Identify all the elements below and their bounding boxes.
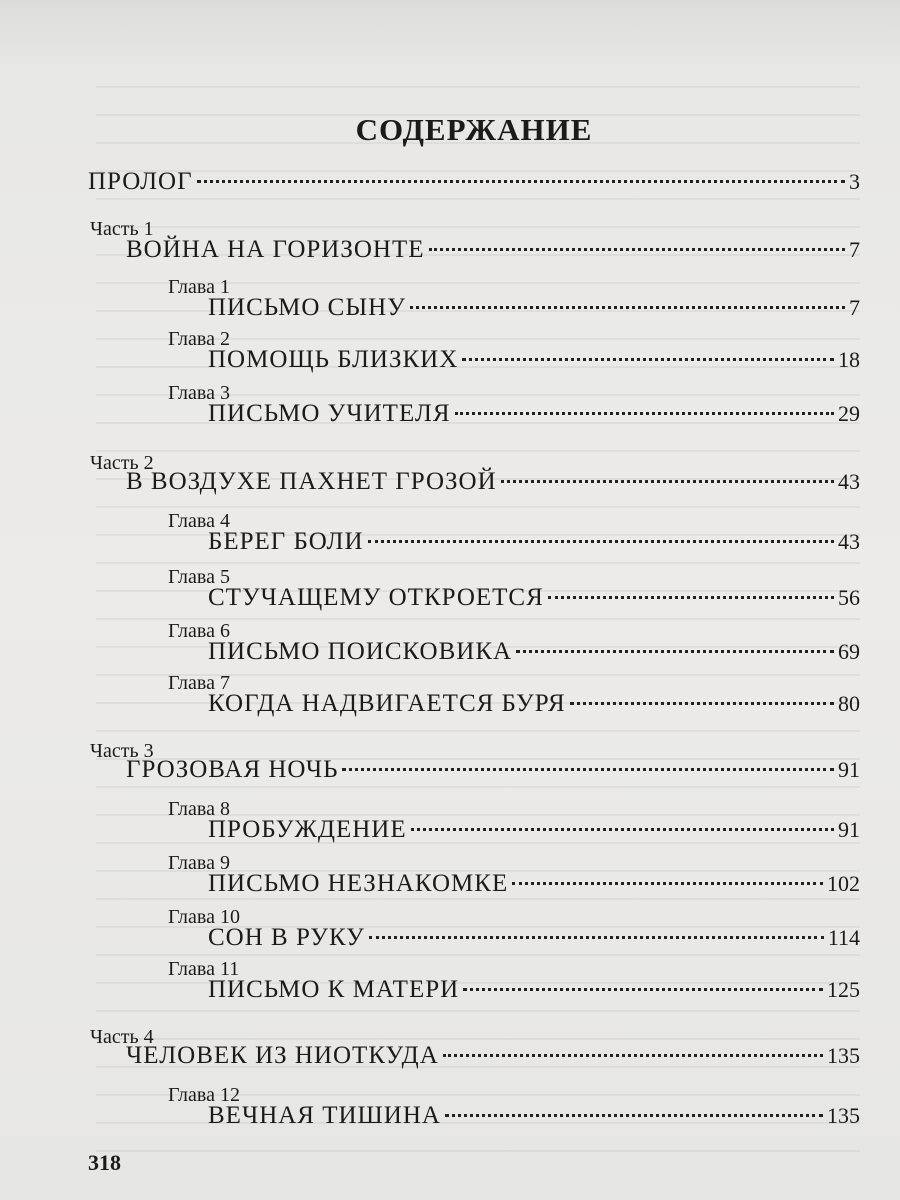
dot-leader [463, 988, 823, 991]
chapter-label: Глава 7 [168, 672, 230, 694]
dot-leader [197, 180, 845, 183]
toc-entry [88, 816, 860, 852]
toc-title: ПИСЬМО УЧИТЕЛЯ [208, 400, 451, 427]
toc-page: 114 [827, 925, 860, 950]
dot-leader [411, 828, 834, 831]
toc-entry [88, 690, 860, 726]
toc-title: ПРОЛОГ [88, 168, 193, 195]
toc-entry [88, 976, 860, 1012]
chapter-label: Глава 10 [168, 906, 240, 928]
toc-title: ПИСЬМО НЕЗНАКОМКЕ [208, 870, 509, 897]
dot-leader [570, 702, 834, 705]
part-label: Часть 3 [90, 740, 154, 762]
toc-title: ПОМОЩЬ БЛИЗКИХ [208, 346, 459, 373]
toc-title: КОГДА НАДВИГАЕТСЯ БУРЯ [208, 690, 566, 717]
toc-page: 91 [838, 757, 860, 782]
toc-page: 7 [849, 237, 860, 262]
toc-page: 18 [838, 347, 860, 372]
toc-page: 69 [838, 639, 860, 664]
dot-leader [368, 540, 834, 543]
toc-entry [88, 756, 860, 792]
toc-title: ПИСЬМО К МАТЕРИ [208, 976, 460, 1003]
dot-leader [369, 936, 824, 939]
toc-page: 43 [838, 469, 860, 494]
toc-title: ВОЙНА НА ГОРИЗОНТЕ [126, 236, 425, 263]
chapter-label: Глава 1 [168, 276, 230, 298]
toc-title: ВЕЧНАЯ ТИШИНА [208, 1102, 441, 1129]
toc-entry [88, 294, 860, 330]
chapter-label: Глава 8 [168, 798, 230, 820]
part-label: Часть 4 [90, 1026, 154, 1048]
toc-page: 80 [838, 691, 860, 716]
toc-title: В ВОЗДУХЕ ПАХНЕТ ГРОЗОЙ [126, 468, 497, 495]
toc-entry [88, 638, 860, 674]
toc-page: 7 [849, 295, 860, 320]
dot-leader [512, 882, 823, 885]
chapter-label: Глава 5 [168, 566, 230, 588]
toc-page: 102 [827, 871, 860, 896]
toc-title: СОН В РУКУ [208, 924, 365, 951]
dot-leader [516, 650, 834, 653]
chapter-label: Глава 11 [168, 958, 240, 980]
dot-leader [429, 248, 845, 251]
toc-page: 56 [838, 585, 860, 610]
toc-page: 135 [827, 1103, 860, 1128]
dot-leader [501, 480, 834, 483]
toc-page: 3 [849, 169, 860, 194]
part-label: Часть 1 [90, 218, 154, 240]
toc-title: БЕРЕГ БОЛИ [208, 528, 364, 555]
chapter-label: Глава 2 [168, 328, 230, 350]
toc-title: ПИСЬМО ПОИСКОВИКА [208, 638, 513, 665]
chapter-label: Глава 12 [168, 1084, 240, 1106]
toc-page: 29 [838, 401, 860, 426]
toc-title: ПИСЬМО СЫНУ [208, 294, 406, 321]
toc-title: ПРОБУЖДЕНИЕ [208, 816, 407, 843]
chapter-label: Глава 9 [168, 852, 230, 874]
chapter-label: Глава 3 [168, 382, 230, 404]
toc-page: 43 [838, 529, 860, 554]
dot-leader [342, 768, 834, 771]
toc-title: СТУЧАЩЕМУ ОТКРОЕТСЯ [208, 584, 544, 611]
toc-entry [88, 1042, 860, 1078]
toc-page: 135 [827, 1043, 860, 1068]
chapter-label: Глава 6 [168, 620, 230, 642]
toc-entry [88, 584, 860, 620]
page-title: СОДЕРЖАНИЕ [355, 112, 593, 147]
toc-entry [88, 1102, 860, 1138]
toc-title: ЧЕЛОВЕК ИЗ НИОТКУДА [126, 1042, 439, 1069]
part-label: Часть 2 [90, 452, 154, 474]
toc-page: 125 [827, 977, 860, 1002]
dot-leader [455, 412, 834, 415]
page-number: 318 [88, 1150, 121, 1175]
toc-entry [88, 528, 860, 564]
toc-entry [88, 870, 860, 906]
dot-leader [445, 1114, 823, 1117]
dot-leader [462, 358, 834, 361]
toc-entry [88, 346, 860, 382]
dot-leader [443, 1054, 823, 1057]
toc-title: ГРОЗОВАЯ НОЧЬ [126, 756, 339, 783]
toc-entry [88, 924, 860, 960]
chapter-label: Глава 4 [168, 510, 230, 532]
toc-entry [88, 400, 860, 436]
toc-entry [88, 236, 860, 272]
toc-entry [88, 468, 860, 504]
dot-leader [548, 596, 834, 599]
toc-entry-prologue [88, 168, 860, 204]
toc-page: 91 [838, 817, 860, 842]
dot-leader [410, 306, 845, 309]
